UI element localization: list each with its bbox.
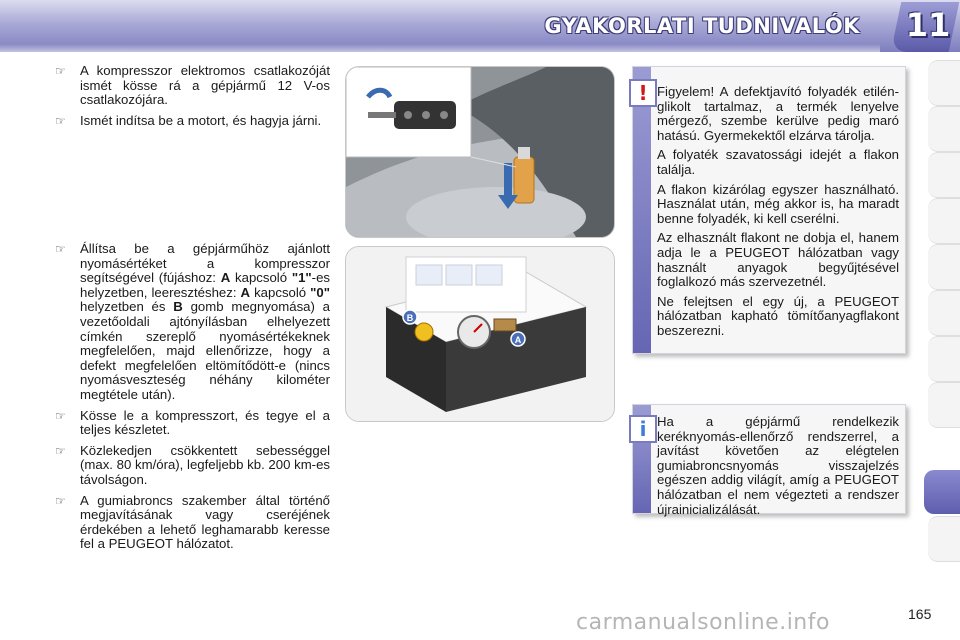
- chapter-number: 11: [905, 6, 951, 44]
- warning-paragraph: Ne felejtsen el egy új, a PEUGEOT hálózatban kapható tömítőanyagflakont beszerezni.: [657, 293, 899, 338]
- chapter-tab[interactable]: [928, 290, 960, 336]
- chapter-tab[interactable]: [928, 198, 960, 244]
- info-note: [632, 404, 906, 517]
- list-item: [50, 64, 330, 108]
- switch-label-a: A: [240, 284, 251, 300]
- car-interior-photo: [345, 66, 615, 238]
- list-item: [50, 242, 330, 403]
- chapter-tab[interactable]: [928, 106, 960, 152]
- info-text: [657, 415, 899, 522]
- list-item-text: A kompresszor elektromos csatlakozóját ismét kösse rá a gépjármű 12 V-os csatlakozójára.: [80, 63, 330, 108]
- info-glyph: i: [639, 417, 647, 441]
- position-0-label: "0": [310, 284, 330, 300]
- list-item-text: A gumiabroncs szakember által történő megjavításának vagy cseréjének érdekében a lehető leghamarabb keresse fel a PEUGEOT hálózatot.: [80, 492, 330, 552]
- chapter-tab-active[interactable]: [924, 470, 960, 514]
- list-item-text: Közlekedjen csökkentett sebességgel (max. 80 km/óra), legfeljebb kb. 200 km-es távolságon.: [80, 442, 330, 487]
- car-interior-illustration: [346, 67, 614, 237]
- chapter-tab[interactable]: [928, 244, 960, 290]
- exclamation-icon: [629, 79, 657, 107]
- pointing-hand-icon: ☞: [55, 443, 66, 458]
- page-number: 165: [908, 606, 932, 622]
- compressor-illustration: [346, 247, 614, 421]
- header-shade: [0, 44, 880, 52]
- chapter-tab[interactable]: [928, 60, 960, 106]
- callout-a-label: A: [514, 335, 522, 345]
- warning-note: [632, 66, 906, 354]
- compressor-photo: [345, 246, 615, 422]
- warning-text: [657, 85, 899, 344]
- chapter-tab[interactable]: [928, 382, 960, 428]
- list-item-text: Kösse le a kompresszort, és tegye el a teljes készletet.: [80, 407, 330, 438]
- callout-b-label: B: [406, 313, 414, 323]
- list-item-text-rich: [80, 241, 330, 402]
- pointing-hand-icon: ☞: [55, 64, 66, 78]
- switch-label-a: A: [220, 270, 231, 286]
- pointing-hand-icon: ☞: [55, 242, 66, 256]
- text-run: Állítsa be a gépjárműhöz ajánlott nyomásértéket a kompresszor segítségével (fújáshoz:: [80, 241, 330, 286]
- text-run: kapcsoló: [230, 270, 292, 286]
- warning-paragraph: Az elhasznált flakont ne dobja el, hanem adja le a PEUGEOT hálózatban vagy használt anyagok begyűjtésével foglalkozó más szervezetnél.: [657, 230, 899, 290]
- text-run: kapcsoló: [250, 284, 311, 300]
- text-run: helyzetben és: [80, 299, 174, 315]
- text-run: gomb megnyomása) a vezetőoldali ajtónyílásban elhelyezett címkén szereplő nyomásértékeknek megfelelően, majd ellenőrizze, hogy a defekt megfelelően eltömítődött-e (nincs nyomásveszteség néhány kilométer megtétele után).: [80, 299, 330, 402]
- instructions-group-1: [50, 64, 330, 134]
- pointing-hand-icon: ☞: [55, 493, 66, 508]
- list-item: [50, 494, 330, 552]
- watermark: carmanualsonline.info: [576, 610, 830, 635]
- warning-paragraph: Figyelem! A defektjavító folyadék etilén-glikolt tartalmaz, a termék lenyelve mérgező, szembe kerülve pedig maró hatású. Gyermekektől elzárva tárolja.: [657, 84, 899, 143]
- warning-paragraph: A flakon kizárólag egyszer használható. Használat után, még akkor is, ha maradt benne folyadék, ki kell cserélni.: [657, 181, 899, 226]
- note-stripe: [633, 67, 651, 353]
- position-1-label: "1": [291, 270, 312, 286]
- chapter-tab[interactable]: [928, 336, 960, 382]
- text-run: -es helyzetben, leeresztéshez:: [80, 270, 330, 300]
- chapter-title: GYAKORLATI TUDNIVALÓK: [544, 14, 860, 38]
- exclamation-glyph: !: [638, 81, 648, 105]
- pointing-hand-icon: ☞: [55, 113, 66, 128]
- list-item-text: Ismét indítsa be a motort, és hagyja járni.: [80, 112, 322, 128]
- info-paragraph: Ha a gépjármű rendelkezik keréknyomás-ellenőrző rendszerrel, a javítást követően az elégtelen gumiabroncsnyomás visszajelzés egészen addig világít, amíg a PEUGEOT hálózatban el nem végezteti a rendszer újrainicializálását.: [657, 414, 899, 517]
- list-item: [50, 114, 330, 129]
- list-item: [50, 444, 330, 488]
- chapter-tabs: [928, 60, 960, 580]
- chapter-tab[interactable]: [928, 152, 960, 198]
- list-item: [50, 409, 330, 438]
- pointing-hand-icon: ☞: [55, 408, 66, 423]
- button-label-b: B: [173, 299, 183, 315]
- warning-paragraph: A folyaték szavatossági idejét a flakon találja.: [657, 147, 899, 177]
- info-icon: [629, 415, 657, 443]
- instructions-group-2: [50, 242, 330, 558]
- chapter-tab[interactable]: [928, 516, 960, 562]
